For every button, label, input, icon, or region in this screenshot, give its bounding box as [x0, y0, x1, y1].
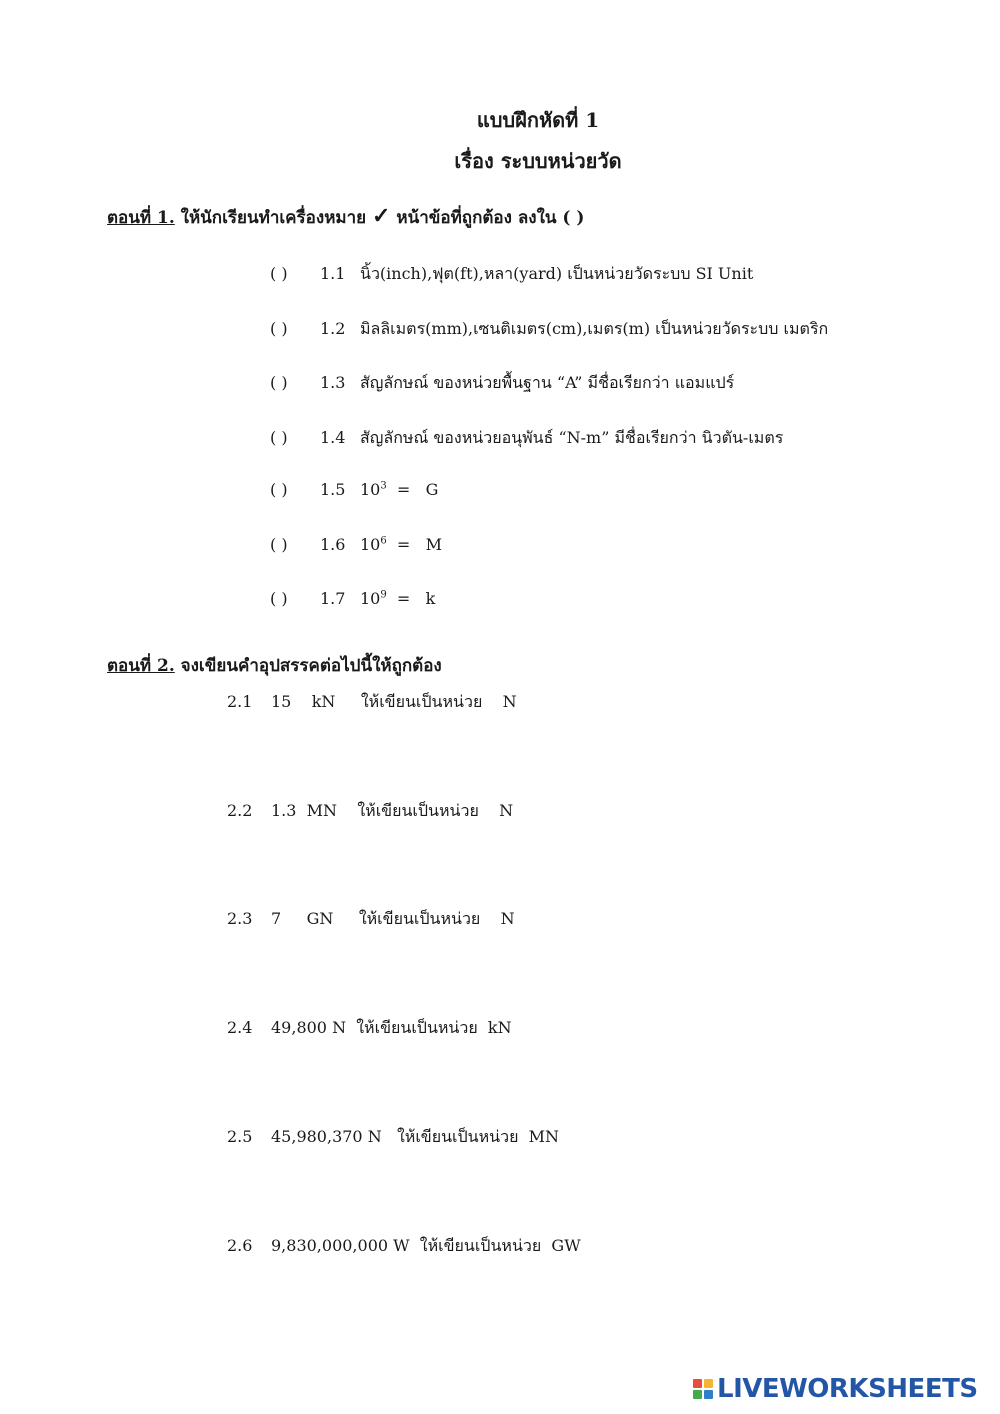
logo-mark-icon [693, 1379, 713, 1399]
question-text: 15 kN ให้เขียนเป็นหน่วย N [271, 692, 517, 711]
question-text: 49,800 N ให้เขียนเป็นหน่วย kN [271, 1018, 512, 1037]
question-number: 1.7 [320, 589, 346, 608]
question-1-5 [270, 480, 438, 499]
question-text: นิ้ว(inch),ฟุต(ft),หลา(yard) เป็นหน่วยวัดระบบ SI Unit [360, 264, 754, 283]
logo-mark-square [704, 1390, 713, 1399]
logo-mark-square [693, 1390, 702, 1399]
logo-mark-square [693, 1379, 702, 1388]
question-2-4 [227, 1016, 512, 1041]
power-base: 10 [360, 535, 381, 554]
answer-box[interactable]: ( ) [270, 480, 288, 499]
answer-box[interactable]: ( ) [270, 535, 288, 554]
question-2-3 [227, 907, 515, 932]
question-number: 1.6 [320, 535, 346, 554]
question-text: สัญลักษณ์ ของหน่วยพื้นฐาน “A” มีชื่อเรียกว่า แอมแปร์ [360, 373, 735, 392]
question-1-7 [270, 589, 435, 608]
question-number: 2.6 [227, 1236, 253, 1255]
power-base: 10 [360, 480, 381, 499]
question-text: 1.3 MN ให้เขียนเป็นหน่วย N [271, 801, 514, 820]
question-1-6 [270, 535, 442, 554]
question-1-3 [270, 371, 734, 396]
part2-label: ตอนที่ 2. [107, 656, 175, 676]
answer-box[interactable]: ( ) [270, 319, 288, 338]
question-1-1 [270, 262, 753, 287]
part2-instruction: จงเขียนคำอุปสรรคต่อไปนี้ให้ถูกต้อง [174, 656, 442, 676]
question-text: = k [386, 589, 436, 608]
answer-box[interactable]: ( ) [270, 264, 288, 283]
power-exponent: 6 [380, 535, 387, 547]
question-text: 45,980,370 N ให้เขียนเป็นหน่วย MN [271, 1127, 559, 1146]
question-number: 1.4 [320, 428, 346, 447]
power-base: 10 [360, 589, 381, 608]
answer-box[interactable]: ( ) [270, 428, 288, 447]
question-1-4 [270, 426, 783, 451]
question-number: 1.5 [320, 480, 346, 499]
question-text: 7 GN ให้เขียนเป็นหน่วย N [271, 909, 515, 928]
answer-box[interactable]: ( ) [270, 373, 288, 392]
question-number: 1.2 [320, 319, 346, 338]
question-number: 2.1 [227, 692, 253, 711]
question-1-2 [270, 317, 828, 342]
question-number: 2.2 [227, 801, 253, 820]
part1-instruction-after: หน้าข้อที่ถูกต้อง ลงใน ( ) [390, 208, 585, 228]
question-text: 9,830,000,000 W ให้เขียนเป็นหน่วย GW [271, 1236, 581, 1255]
question-text: สัญลักษณ์ ของหน่วยอนุพันธ์ “N-m” มีชื่อเรียกว่า นิวตัน-เมตร [360, 428, 784, 447]
question-text: มิลลิเมตร(mm),เซนติเมตร(cm),เมตร(m) เป็นหน่วยวัดระบบ เมตริก [360, 319, 829, 338]
logo-text: LIVEWORKSHEETS [717, 1374, 978, 1404]
worksheet-subtitle: เรื่อง ระบบหน่วยวัด [454, 149, 622, 173]
part1-heading [107, 203, 584, 231]
worksheet-title: แบบฝึกหัดที่ 1 [476, 108, 600, 132]
power-exponent: 9 [380, 589, 387, 601]
question-number: 2.3 [227, 909, 253, 928]
question-2-2 [227, 799, 513, 824]
part2-heading [107, 652, 442, 679]
part1-label: ตอนที่ 1. [107, 208, 175, 228]
question-2-6 [227, 1234, 581, 1259]
answer-box[interactable]: ( ) [270, 589, 288, 608]
question-number: 2.4 [227, 1018, 253, 1037]
question-text: = G [386, 480, 439, 499]
power-exponent: 3 [380, 480, 387, 492]
question-text: = M [386, 535, 442, 554]
checkmark-icon: ✓ [372, 203, 391, 229]
question-2-1 [227, 690, 517, 715]
question-number: 2.5 [227, 1127, 253, 1146]
question-number: 1.3 [320, 373, 346, 392]
question-2-5 [227, 1125, 559, 1150]
logo-mark-square [704, 1379, 713, 1388]
liveworksheets-logo[interactable] [693, 1374, 989, 1404]
part1-instruction-before: ให้นักเรียนทำเครื่องหมาย [174, 208, 373, 228]
question-number: 1.1 [320, 264, 346, 283]
